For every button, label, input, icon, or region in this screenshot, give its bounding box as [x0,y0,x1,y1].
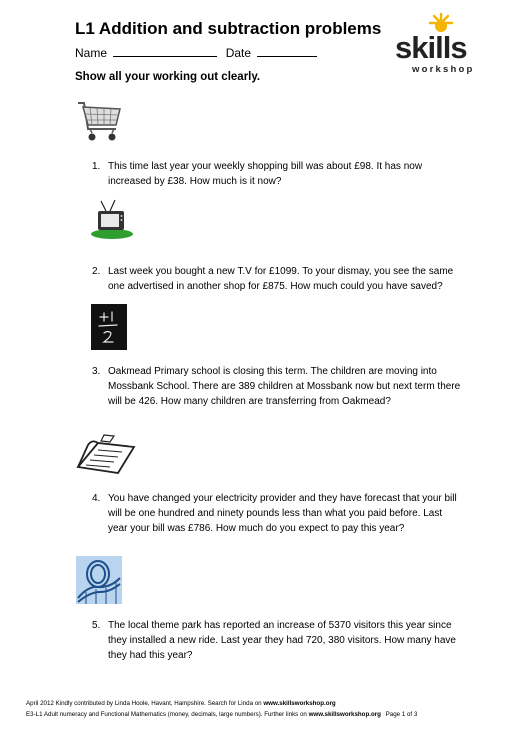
rollercoaster-icon [76,556,122,604]
question-text: Last week you bought a new T.V for £1099. To your dismay, you see the same one advertised in another shop for £875. How much could you have saved? [108,266,454,292]
footer-link[interactable]: www.skillsworkshop.org [308,711,381,718]
tv-icon [90,198,134,240]
question-number: 1. [92,161,101,172]
logo-word: skills [395,30,467,65]
date-field[interactable] [257,45,317,57]
question-3 [92,364,464,409]
footer-description-text: E3-L1 Adult numeracy and Functional Mathematics (money, decimals, large numbers). Further links on [26,711,307,718]
question-number: 3. [92,366,101,377]
bill-receipt-icon [74,433,138,479]
name-date-row [75,45,317,60]
question-1 [92,159,464,189]
chalkboard-sum-icon [91,304,127,350]
question-text: The local theme park has reported an increase of 5370 visitors this year since they installed a new ride. Last year they had 720, 380 visitors. How many have they had this year? [108,620,456,661]
footer-link[interactable]: www.skillsworkshop.org [263,700,336,707]
question-text: You have changed your electricity provider and they have forecast that your bill will be one hundred and ninety pounds less than what you paid before. Last year your bill was £786. How much do you expect to pay this year? [108,493,457,534]
logo-subword: workshop [412,64,475,75]
page-title: L1 Addition and subtraction problems [75,19,382,38]
question-number: 5. [92,620,101,631]
instruction-text: Show all your working out clearly. [75,71,261,83]
footer-line-2 [26,711,417,718]
question-4 [92,491,464,536]
question-5 [92,618,464,663]
shopping-cart-icon [74,99,124,145]
question-number: 4. [92,493,101,504]
name-field[interactable] [113,45,217,57]
question-text: This time last year your weekly shopping bill was about £98. It has now increased by £38. How much is it now? [108,161,423,187]
page-number: Page 1 of 3 [385,711,418,718]
question-number: 2. [92,266,101,277]
name-label: Name [75,46,108,60]
date-label: Date [225,46,252,60]
question-2 [92,264,464,294]
skills-workshop-logo [395,12,495,78]
question-text: Oakmead Primary school is closing this term. The children are moving into Mossbank School. There are 389 children at Mossbank now but next term there will be 426. How many children are transferring from Oakmead? [108,366,461,407]
footer-line-1 [26,700,336,707]
footer-credit-text: April 2012 Kindly contributed by Linda Hoole, Havant, Hampshire. Search for Linda on [26,700,262,707]
